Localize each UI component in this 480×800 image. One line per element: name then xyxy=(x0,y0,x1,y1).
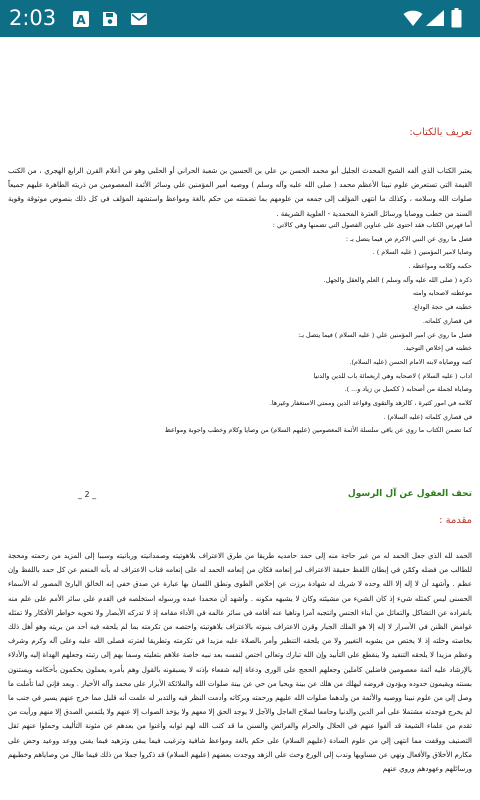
status-bar xyxy=(0,0,480,37)
toc-item: خطبته في حجة الوداع. xyxy=(412,303,472,312)
signal-icon xyxy=(425,9,445,27)
status-time: 2:03 xyxy=(9,6,57,30)
toc-list xyxy=(32,219,472,438)
save-icon xyxy=(101,10,119,28)
svg-text:A: A xyxy=(76,13,86,27)
mail-icon xyxy=(130,10,148,28)
toc-item: في قصاري كلماته (عليه السلام) . xyxy=(383,412,472,421)
chapter-title: تحف العقول عن آل الرسول xyxy=(347,489,472,499)
toc-item: فصل ما روي عن النبي الاكرم ص فيما يتصل بـ : xyxy=(345,234,472,243)
toc-item: كما تضمن الكتاب ما روي عن باقي سلسلة الأئمة المعصومين (عليهم السلام) من وصايا وكلام وخطب واجوبة ومواعظ xyxy=(164,426,472,435)
battery-icon xyxy=(451,8,462,28)
toc-item: اداب ( عليه السلام ) لاصحابه وهي اربعمائة باب للدين والدنيا xyxy=(313,371,472,380)
toc-item: ذكره ( صلى الله عليه وآله وسلم ) العلم والعقل والجهل. xyxy=(323,275,472,284)
page-number: _ 2 _ xyxy=(78,490,97,499)
preface-heading: مقدمة : xyxy=(439,515,472,526)
toc-item: وصاياه لجملة من أصحابه ( ككميل بن زياد و... ). xyxy=(344,385,472,394)
intro-paragraph: يعتبر الكتاب الذي ألفه الشيخ المحدث الجليل أبو محمد الحسن بن علي بن الحسين بن شعبة الحراني أو الحلبي وهو من أعلام القرن الرابع الهجري ، من الكتب القيمة التي تستعرض علوم نبينا الأعظم محمد ( صلى الله عليه وآله وسلم ) ووصيه أمير المؤمنين علي وسائر الأئمة المعصومين من ذريته الطاهرة عليهم جميعاً صلوات الله وسلامه ، وكذلك ما انتهى المؤلف إلى جمعه من علومهم بما تضمنته من حكم بالغة ومواعظ واستشهد المؤلف في كل ذلك بنصوص موثوقة وقوية السند من خطب ووصايا ورسائل العترة المحمدية - العلوية الشريفة . xyxy=(8,167,472,218)
toc-item: فصل ما روي عن امير المؤمنين علي ( عليه السلام ) فيما يتصل بـ: xyxy=(298,330,472,339)
toc-item: أما فهرس الكتاب فقد احتوى على عناوين الفصول التي تضمنها وهي كالاتي : xyxy=(272,221,472,229)
document-view[interactable] xyxy=(0,37,480,800)
section-title: تعريف بالكتاب: xyxy=(409,127,472,138)
wifi-icon xyxy=(403,9,423,27)
font-a-icon xyxy=(72,10,90,28)
toc-item: موعظته لاصحابه وامته xyxy=(412,289,472,298)
toc-item: كلامه في امور كثيرة ، كالزهد والتقوى وقواعد الدين وممتي الاستغفار وغيرها. xyxy=(269,398,472,407)
preface-paragraph: الحمد لله الذي جعل الحمد له من غير حاجة منه إلى حمد حامديه طريقا من طرق الاعتراف بلاهوتيته وصمدانيته وربانيته وسببا إلى المزيد من رحمته ومحجة للطالب من فضله وكمّن في إبطان اللفظ حقيقة الاعتراف لبر إنعامه فكان من إنعامه الحمد له على إنعامه فناب الاعتراف له بأنه المنعم عن كل حمد باللفظ وإن عظم . وأشهد أن لا إله إلا الله وحده لا شريك له شهادة برزت عن إخلاص الطوى ونطق اللسان بها عبارة عن صدق خفي إنه الخالق البارئ المصور له الأسماء الحسنى ليس كمثله شيء إذ كان الشيء من مشيئته وكان لا يشبهه مكونه . وأشهد أن محمدا عبده ورسوله استخلصه في القدم على سائر الأمم على علم منه بانفراده عن التشاكل والتماثل من أبناء الجنس وانتجبه آمرا وناهيا عنه أقامه في سائر عالمه في الأداء مقامه إذ لا تدركه الأبصار ولا تحويه خواطر الأفكار ولا تمثله غوامض الظنن في الأسرار لا إله إلا هو الملك الجبار وقرن الاعتراف بنبوته بالاعتراف بلاهوتيته واختصه من تكرمته بما لم يلحقه فيه أحد من بريته وهو أهل ذلك بخاصته وخلته إذ لا يختص من يشوبه التغيير ولا من يلحقه التنظير وأمر بالصلاة عليه مزيدا في تكرمته وتطريقا لعترته فصلى الله عليه وعلى آله وكرم وشرف وعظم مزيدا لا يلحقه التنفيد ولا ينقطع على التأبيد وإن الله تبارك وتعالى اختص لنفسه بعد نبيه خاصة علاهم بتعليته وسما بهم إلى رتبته وجعلهم الهداة إليه والأدلاء بالإرشاد عليه أئمة معصومين فاضلين كاملين وجعلهم الحجج على الورى ودعاة إليه شفعاء بإذنه لا يسبقونه بالقول وهم بأمره يعملون يحكمون بأحكامه ويستنون بسنته ويقيمون حدوده ويؤدون فروضه ليهلك من هلك عن بينة ويحيا من حي عن بينة صلوات الله والملائكة الأبرار على محمد وآله الأخيار . وبعد فإني لما تأملت ما وصل إلي من علوم نبينا ووصيه والأئمة من ولدهما صلوات الله عليهم ورحمته وبركاته وأدمت النظر فيه والتدبر له علمت أنه قليل مما خرج عنهم يسير في جنب ما لم يخرج فوجدته مشتملا على أمر الدين والدنيا وجامعا لصلاح العاجل والآجل لا يوجد الحق إلا معهم ولا يؤخذ الصواب إلا عنهم ولا يلتمس الصدق إلا منهم ورأيت من تقدم من علماء الشيعة قد ألفوا عنهم في الحلال والحرام والفرائض والسنن ما قد كتب الله لهم ثوابه وأغنوا من بعدهم عن مئونة التأليف وحملوا عنهم ثقل التصنيف ووقفت مما انتهى إلي من علوم السادة (عليهم السلام) على حكم بالغة ومواعظ شافية وترغيب فيما يبقى وتزهيد فيما يفنى ووعد ووعيد وحض على مكارم الأخلاق والأفعال ونهي عن مساويها وندب إلى الورع وحث على الزهد ووجدت بعضهم (عليهم السلام) قد ذكروا جملا من ذلك فيما طال من وصاياهم وخطبهم ورسائلهم وعهودهم وروي عنهم xyxy=(8,552,472,774)
toc-item: وصايا لامير المؤمنين ( عليه السلام ) . xyxy=(372,248,472,257)
toc-item: حكمه وكلامه ومواعظه . xyxy=(408,262,472,271)
toc-item: خطبته في إخلاص التوحيد. xyxy=(403,344,472,353)
toc-item: في قصاري كلماته. xyxy=(422,316,472,325)
toc-item: كتبه ووصاياه لابنه الامام الحسن (عليه السلام). xyxy=(349,357,472,366)
